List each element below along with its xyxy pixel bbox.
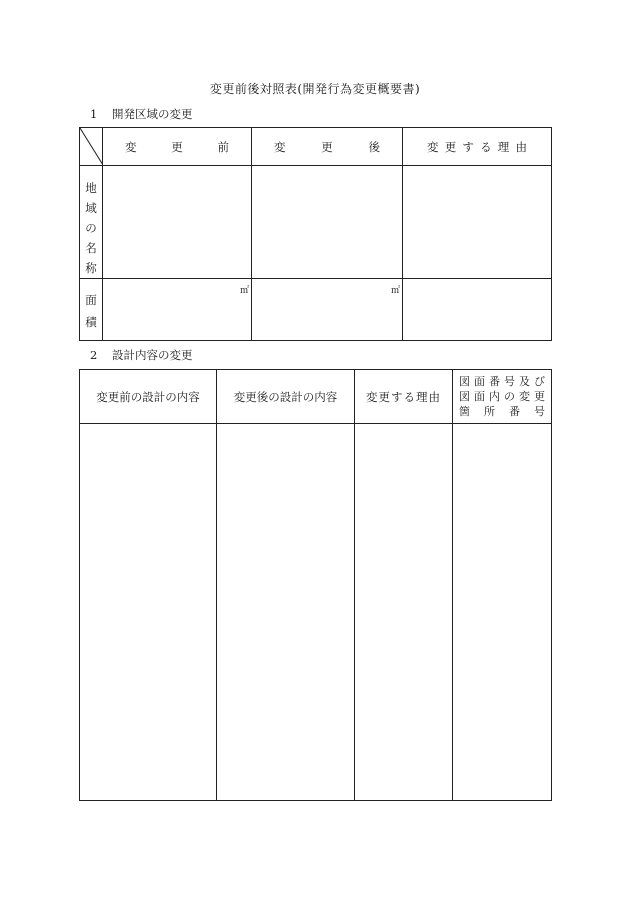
header-before-char: 変 [125,139,137,154]
section2-heading [90,347,193,363]
section1-number: 1 [90,107,98,121]
design-change-table [79,369,552,801]
drawing-header-char: 号 [534,405,545,418]
header-reason-char: す [462,139,474,154]
header-reason-char: 由 [515,139,527,154]
header-before-char: 前 [217,139,229,154]
label-char: 積 [85,315,97,329]
drawing-header-char: 所 [484,405,495,418]
label-char: の [85,221,97,235]
region-name-reason-cell[interactable] [403,166,552,279]
row-label-region-name [80,166,103,279]
design-before-cell[interactable] [80,424,217,801]
drawing-header-char: 面 [474,390,485,403]
area-unit: ㎡ [239,286,249,296]
drawing-header-char: 図 [459,375,470,388]
area-change-table [79,127,552,341]
diagonal-corner-cell [80,128,103,166]
header-reason-char: 変 [427,139,439,154]
area-reason-cell[interactable] [403,279,552,341]
section1-title: 開発区域の変更 [112,107,193,121]
document-title: 変更前後対照表(開発行為変更概要書) [209,82,421,96]
header-after-char: 後 [368,139,380,154]
drawing-header-line2 [453,389,551,404]
drawing-header-char: 箇 [459,405,470,418]
header-reason [403,128,552,166]
header-design-reason: 変更する理由 [355,370,453,424]
header-before-char: 更 [171,139,183,154]
drawing-number-cell[interactable] [453,424,552,801]
drawing-header-line1 [453,374,551,389]
area-after-cell[interactable] [252,279,403,341]
drawing-header-char: 及 [519,375,530,388]
header-before [103,128,252,166]
label-char: 称 [85,261,97,275]
header-after-char: 更 [321,139,333,154]
header-reason-char: 理 [497,139,510,154]
drawing-header-char: 内 [489,390,500,403]
design-after-cell[interactable] [217,424,355,801]
drawing-header-char: 番 [489,375,500,388]
header-reason-char: る [480,139,492,154]
section2-number: 2 [90,348,98,362]
area-before-cell[interactable] [103,279,252,341]
drawing-header-char: 番 [509,405,520,418]
drawing-header-char: び [534,375,545,388]
header-after-char: 変 [274,139,286,154]
section1-heading [90,106,193,122]
area-unit: ㎡ [390,286,400,296]
drawing-header-char: 変 [519,390,530,403]
section2-title: 設計内容の変更 [112,348,193,362]
drawing-header-char: 更 [534,390,545,403]
drawing-header-line3 [453,404,551,419]
header-reason-char: 更 [444,139,457,154]
drawing-header-char: 号 [504,375,515,388]
drawing-header-char: の [504,390,515,403]
header-drawing-number [453,370,552,424]
region-name-after-cell[interactable] [252,166,403,279]
label-char: 面 [85,293,97,307]
drawing-header-char: 面 [474,375,485,388]
row-label-area [80,279,103,341]
region-name-before-cell[interactable] [103,166,252,279]
header-design-after: 変更後の設計の内容 [217,370,355,424]
label-char: 地 [85,181,97,195]
drawing-header-char: 図 [459,390,470,403]
label-char: 名 [85,241,97,255]
header-after [252,128,403,166]
header-design-before: 変更前の設計の内容 [80,370,217,424]
design-reason-cell[interactable] [355,424,453,801]
label-char: 域 [85,201,97,215]
